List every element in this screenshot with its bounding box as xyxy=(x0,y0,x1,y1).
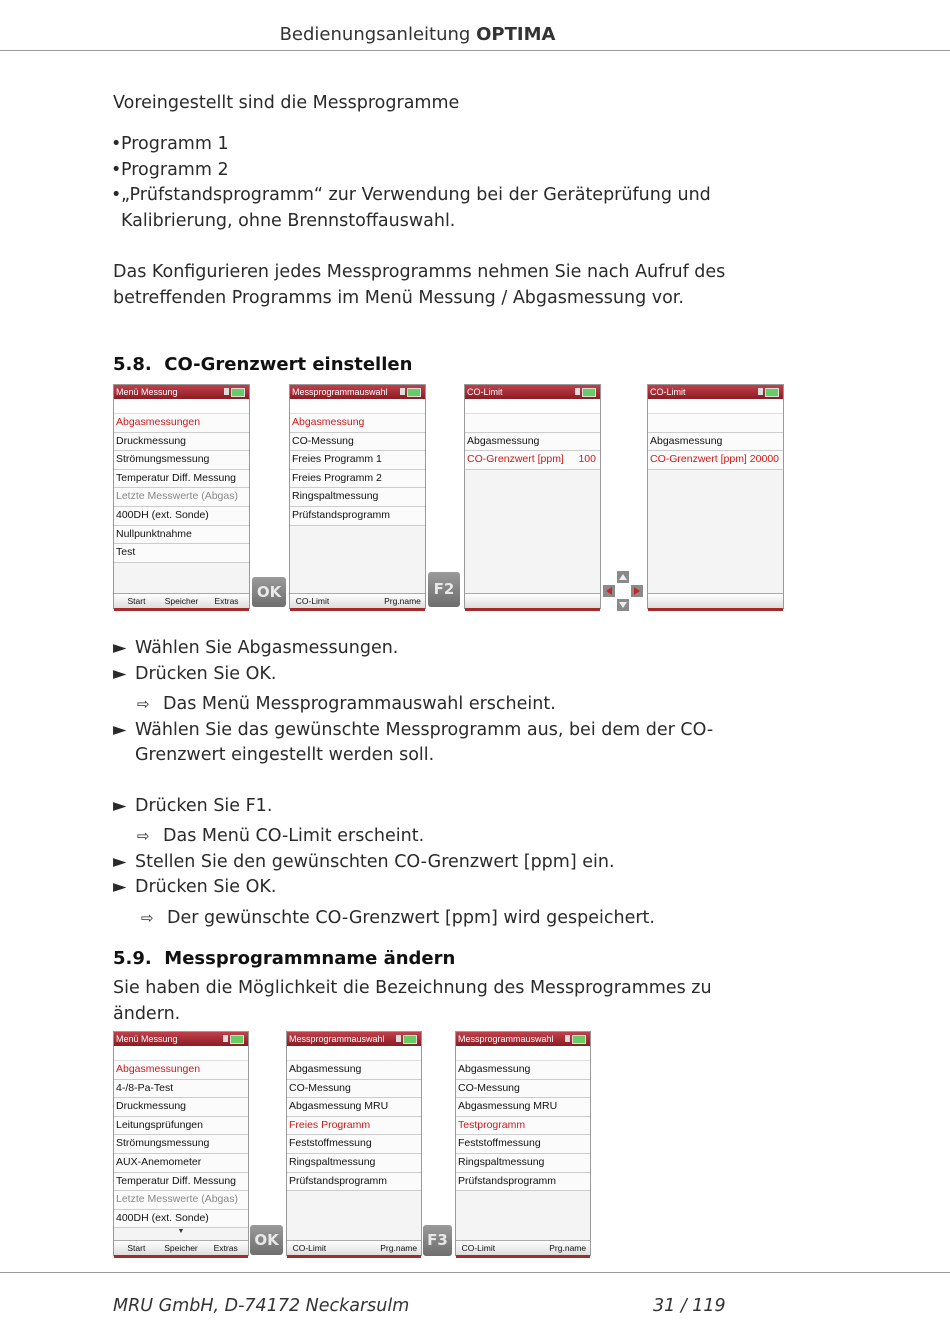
fkey-label[interactable]: Start xyxy=(127,1243,146,1253)
fkey-label[interactable] xyxy=(335,594,380,608)
battery-icon xyxy=(230,1035,244,1044)
steps-5-8 xyxy=(113,636,753,931)
lock-icon xyxy=(400,388,405,395)
screen-messprogrammauswahl xyxy=(289,384,426,609)
function-key-bar xyxy=(290,593,425,608)
step-action-cont: Grenzwert eingestellt werden soll. xyxy=(135,745,435,765)
page-header xyxy=(0,24,835,45)
menu-row: Abgasmessung xyxy=(465,433,600,452)
bullet-item-cont: Kalibrierung, ohne Brennstoffauswahl. xyxy=(121,210,456,231)
function-key-bar xyxy=(648,593,783,608)
menu-row[interactable]: Ringspaltmessung xyxy=(456,1154,590,1173)
function-key-bar xyxy=(456,1240,590,1255)
menu-row[interactable]: Letzte Messwerte (Abgas) xyxy=(114,1191,248,1210)
menu-row[interactable]: AUX-Anemometer xyxy=(114,1154,248,1173)
screen-title-bar: CO-Limit xyxy=(465,385,600,399)
intro-para-line: Das Konfigurieren jedes Messprogramms nehmen Sie nach Aufruf des xyxy=(113,262,726,282)
menu-row[interactable]: Abgasmessung MRU xyxy=(287,1098,421,1117)
screen-menu-messung-2 xyxy=(113,1031,249,1256)
screen-menu-messung xyxy=(113,384,250,609)
step-result: ⇨ Das Menü Messprogrammauswahl erscheint. xyxy=(137,694,556,714)
footer-company: MRU GmbH, D-74172 Neckarsulm xyxy=(113,1296,410,1316)
battery-icon xyxy=(582,388,596,397)
header-prefix: Bedienungsanleitung xyxy=(279,24,471,45)
fkey-label[interactable]: CO-Limit xyxy=(461,1243,496,1253)
menu-row[interactable]: Druckmessung xyxy=(114,433,249,452)
fkey-label[interactable]: Prg.name xyxy=(549,1243,587,1253)
lock-icon xyxy=(575,388,580,395)
battery-icon xyxy=(572,1035,586,1044)
menu-row[interactable]: Temperatur Diff. Messung xyxy=(114,1173,248,1192)
step-result: ⇨ Das Menü CO-Limit erscheint. xyxy=(137,826,425,846)
menu-row[interactable]: Abgasmessungen xyxy=(114,414,249,433)
function-key-bar xyxy=(114,593,249,608)
menu-row[interactable]: Strömungsmessung xyxy=(114,1135,248,1154)
lock-icon xyxy=(565,1035,570,1042)
menu-row[interactable]: Freies Programm 1 xyxy=(290,451,425,470)
step-action: ► Drücken Sie OK. xyxy=(113,877,277,897)
lock-icon xyxy=(224,388,229,395)
scroll-down-icon[interactable]: ▼ xyxy=(177,1228,185,1236)
intro-para-line: betreffenden Programms im Menü Messung / Abgasmessung vor. xyxy=(113,287,684,308)
fkey-label[interactable]: Prg.name xyxy=(384,596,421,606)
screen-title-bar: Messprogrammauswahl xyxy=(287,1032,421,1046)
lock-icon xyxy=(396,1035,401,1042)
battery-icon xyxy=(765,388,779,397)
screen-co-limit-changed xyxy=(647,384,784,609)
section-title: CO-Grenzwert einstellen xyxy=(164,354,413,375)
fkey-label[interactable]: Prg.name xyxy=(380,1243,418,1253)
co-limit-label: CO-Grenzwert [ppm] xyxy=(650,453,747,466)
intro-lead: Voreingestellt sind die Messprogramme xyxy=(113,93,460,113)
lock-icon xyxy=(223,1035,228,1042)
menu-row[interactable]: Abgasmessung xyxy=(290,414,425,433)
menu-row[interactable]: Leitungsprüfungen xyxy=(114,1117,248,1136)
menu-row[interactable]: Strömungsmessung xyxy=(114,451,249,470)
step-action: ► Drücken Sie OK. xyxy=(113,663,277,684)
function-key-bar xyxy=(287,1240,421,1255)
menu-row[interactable]: 400DH (ext. Sonde) xyxy=(114,1210,248,1229)
function-key-bar xyxy=(465,593,600,608)
fkey-label[interactable]: CO-Limit xyxy=(292,1243,327,1253)
step-action: ► Wählen Sie Abgasmessungen. xyxy=(113,638,399,658)
bullet-item: • Programm 2 xyxy=(111,159,229,180)
screen-messprogrammauswahl-renamed xyxy=(455,1031,591,1256)
menu-row[interactable]: Freies Programm 2 xyxy=(290,470,425,489)
menu-row[interactable]: Ringspaltmessung xyxy=(290,488,425,507)
menu-row[interactable]: Freies Programm xyxy=(287,1117,421,1136)
screen-title-bar: Messprogrammauswahl xyxy=(456,1032,590,1046)
co-limit-value[interactable]: 20000 xyxy=(749,453,779,466)
menu-row[interactable]: CO-Messung xyxy=(456,1080,590,1099)
battery-icon xyxy=(231,388,245,397)
menu-row[interactable]: Druckmessung xyxy=(114,1098,248,1117)
para-line: Sie haben die Möglichkeit die Bezeichnung des Messprogrammes zu xyxy=(113,978,712,998)
menu-row[interactable]: Prüfstandsprogramm xyxy=(287,1173,421,1192)
fkey-label[interactable]: Speicher xyxy=(164,596,199,606)
step-action: ► Stellen Sie den gewünschten CO-Grenzwert [ppm] ein. xyxy=(113,851,615,872)
menu-row xyxy=(465,414,600,433)
footer-rule xyxy=(0,1272,950,1273)
step-action: ► Wählen Sie das gewünschte Messprogramm aus, bei dem der CO- xyxy=(113,719,714,740)
bullet-item: • „Prüfstandsprogramm“ zur Verwendung bei der Geräteprüfung und xyxy=(111,185,711,205)
screen-title-bar: Messprogrammauswahl xyxy=(290,385,425,399)
fkey-label[interactable]: Speicher xyxy=(164,1243,198,1253)
menu-row[interactable]: Feststoffmessung xyxy=(456,1135,590,1154)
fkey-label[interactable] xyxy=(501,1241,546,1255)
co-limit-row[interactable] xyxy=(648,451,783,470)
f2-key: F2 xyxy=(428,572,460,607)
menu-row[interactable]: Testprogramm xyxy=(456,1117,590,1136)
battery-icon xyxy=(407,388,421,397)
screen-title-bar: CO-Limit xyxy=(648,385,783,399)
menu-row[interactable]: Nullpunktnahme xyxy=(114,526,249,545)
menu-row[interactable]: Temperatur Diff. Messung xyxy=(114,470,249,489)
step-action: ► Drücken Sie F1. xyxy=(113,795,273,816)
menu-row[interactable]: 400DH (ext. Sonde) xyxy=(114,507,249,526)
menu-row[interactable]: Test xyxy=(114,544,249,563)
section-number: 5.8. xyxy=(113,354,152,375)
f3-key: F3 xyxy=(423,1225,452,1256)
fkey-label[interactable]: Extras xyxy=(214,596,239,606)
menu-row[interactable]: Letzte Messwerte (Abgas) xyxy=(114,488,249,507)
header-product: OPTIMA xyxy=(476,24,556,45)
header-rule xyxy=(0,50,950,51)
menu-row[interactable]: Ringspaltmessung xyxy=(287,1154,421,1173)
menu-row[interactable]: Feststoffmessung xyxy=(287,1135,421,1154)
ok-key: OK xyxy=(252,577,286,607)
fkey-label[interactable]: Extras xyxy=(213,1243,238,1253)
menu-row[interactable]: Abgasmessung xyxy=(287,1061,421,1080)
section-heading-5-9 xyxy=(113,948,455,969)
menu-row[interactable]: Abgasmessungen xyxy=(114,1061,248,1080)
section-5-9-paragraph xyxy=(113,976,712,1027)
intro-paragraph xyxy=(113,260,725,311)
section-title: Messprogrammname ändern xyxy=(164,948,456,969)
menu-row[interactable]: Prüfstandsprogramm xyxy=(456,1173,590,1192)
menu-row[interactable]: CO-Messung xyxy=(290,433,425,452)
screen-co-limit xyxy=(464,384,601,609)
screen-title-bar: Menü Messung xyxy=(114,1032,248,1046)
menu-row: Abgasmessung xyxy=(648,433,783,452)
ok-key: OK xyxy=(250,1225,283,1255)
navigation-pad-icon xyxy=(603,571,643,611)
fkey-label[interactable]: CO-Limit xyxy=(295,596,330,606)
menu-row xyxy=(648,414,783,433)
co-limit-value[interactable]: 100 xyxy=(578,453,596,466)
menu-row[interactable]: Abgasmessung xyxy=(456,1061,590,1080)
menu-row[interactable]: Abgasmessung MRU xyxy=(456,1098,590,1117)
step-result: ⇨ Der gewünschte CO-Grenzwert [ppm] wird gespeichert. xyxy=(141,907,655,928)
co-limit-row[interactable] xyxy=(465,451,600,470)
screen-title-bar: Menü Messung xyxy=(114,385,249,399)
bullet-item: • Programm 1 xyxy=(111,134,229,154)
fkey-label[interactable] xyxy=(332,1241,377,1255)
menu-row[interactable]: 4-/8-Pa-Test xyxy=(114,1080,248,1099)
section-number: 5.9. xyxy=(113,948,152,969)
function-key-bar xyxy=(114,1240,248,1255)
intro-bullets xyxy=(111,132,731,234)
section-heading-5-8 xyxy=(113,354,412,375)
fkey-label[interactable]: Start xyxy=(127,596,146,606)
menu-row[interactable]: CO-Messung xyxy=(287,1080,421,1099)
screen-messprogrammauswahl-2 xyxy=(286,1031,422,1256)
battery-icon xyxy=(403,1035,417,1044)
menu-row[interactable]: Prüfstandsprogramm xyxy=(290,507,425,526)
footer-page-number: 31 / 119 xyxy=(653,1296,726,1316)
lock-icon xyxy=(758,388,763,395)
para-line: ändern. xyxy=(113,1003,181,1024)
co-limit-label: CO-Grenzwert [ppm] xyxy=(467,453,564,466)
